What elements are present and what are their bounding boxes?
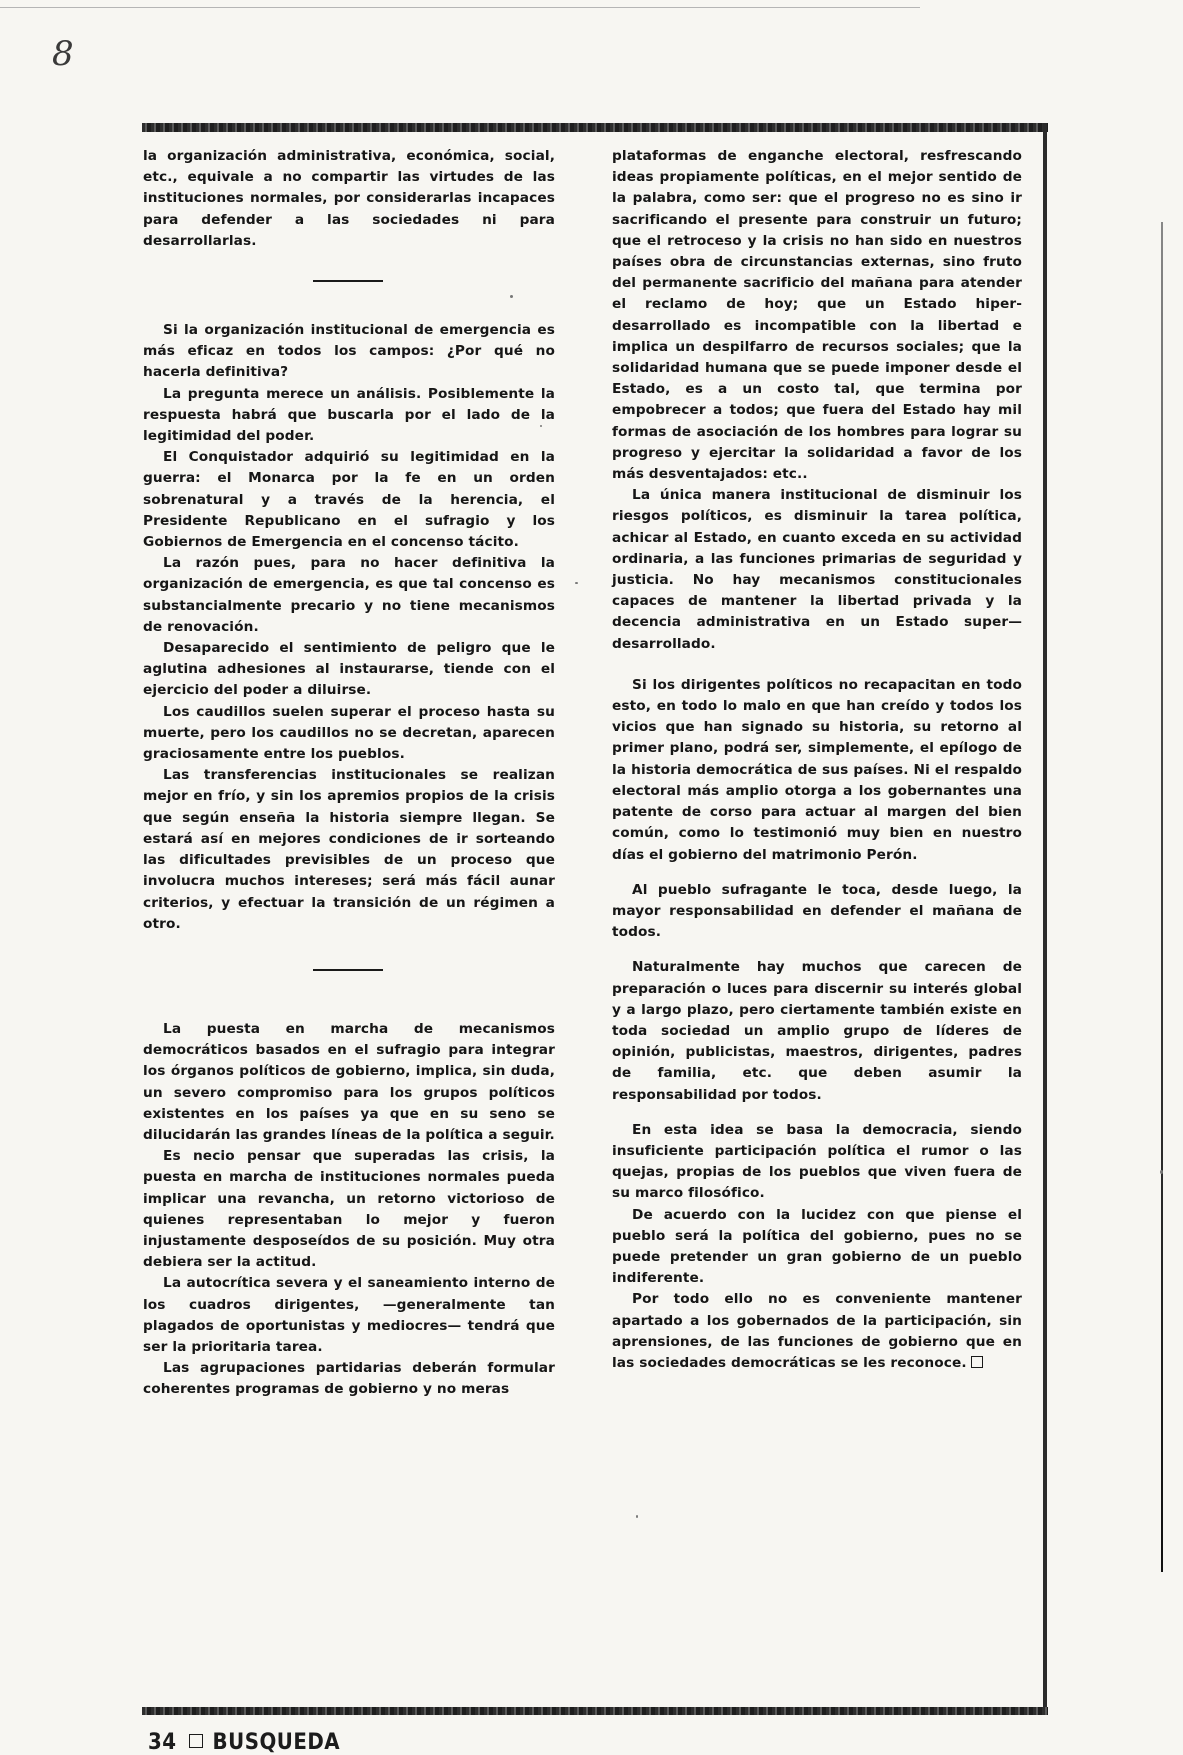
top-border-rule bbox=[142, 123, 1048, 132]
paragraph-gap bbox=[612, 866, 1022, 880]
paragraph: El Conquistador adquirió su legitimidad en la guerra: el Monarca por la fe en un orden sobrenatural y a través de la herencia, el Presidente Republicano en el sufragio y los Gobiernos de Emergencia en el concenso tácito. bbox=[143, 449, 555, 551]
bottom-border-rule bbox=[142, 1707, 1048, 1715]
paragraph: la organización administrativa, económica, social, etc., equivale a no compartir las virtudes de las instituciones normales, por considerarlas incapaces para defender a las sociedades ni para desarrollarlas. bbox=[143, 148, 555, 249]
paragraph: Al pueblo sufragante le toca, desde luego, la mayor responsabilidad en defender el mañana de todos. bbox=[612, 881, 1022, 941]
right-border-rule bbox=[1043, 123, 1047, 1713]
paragraph: Las transferencias institucionales se realizan mejor en frío, y sin los apremios propios de la crisis que según enseña la historia siempre llegan. Se estará así en mejores condiciones de ir sorteando las dificultades previsibles de un proceso que involucra muchos intereses; será más fácil aunar criterios, y efectuar la transición de un régimen a otro. bbox=[143, 767, 555, 932]
publication-name: BUSQUEDA bbox=[212, 1730, 341, 1755]
page-footer bbox=[148, 1730, 340, 1755]
section-divider bbox=[313, 969, 383, 971]
left-column bbox=[143, 146, 555, 1401]
paragraph-gap bbox=[612, 655, 1022, 675]
paragraph: Si la organización institucional de emergencia es más eficaz en todos los campos: ¿Por qué no hacerla definitiva? bbox=[143, 322, 555, 381]
paragraph: Es necio pensar que superadas las crisis, la puesta en marcha de instituciones normales pueda implicar una revancha, un retorno victorioso de quienes representaban lo mejor y fueron injustamente desposeídos de su posición. Muy otra debiera ser la actitud. bbox=[143, 1148, 555, 1271]
footer-box-icon bbox=[189, 1734, 203, 1748]
closing-paragraph bbox=[612, 1289, 1022, 1374]
paragraph-gap bbox=[612, 1106, 1022, 1120]
section-divider bbox=[313, 280, 383, 282]
scan-speck bbox=[575, 582, 578, 584]
paragraph: En esta idea se basa la democracia, siendo insuficiente participación política el rumor o las quejas, propias de los pueblos que viven fuera de su marco filosófico. bbox=[612, 1121, 1022, 1202]
paragraph: Desaparecido el sentimiento de peligro que le aglutina adhesiones al instaurarse, tiende con el ejercicio del poder a diluirse. bbox=[143, 640, 555, 699]
paragraph: De acuerdo con la lucidez con que piense el pueblo será la política del gobierno, pues no se puede pretender un gran gobierno de un pueblo indiferente. bbox=[612, 1206, 1022, 1287]
paragraph: La autocrítica severa y el saneamiento interno de los cuadros dirigentes, —generalmente tan plagados de oportunistas y mediocres— tendrá que ser la prioritaria tarea. bbox=[143, 1275, 555, 1355]
page-edge-shadow bbox=[1161, 222, 1163, 1572]
paragraph: La pregunta merece un análisis. Posiblemente la respuesta habrá que buscarla por el lado de la legitimidad del poder. bbox=[143, 385, 555, 445]
closing-text: Por todo ello no es conveniente mantener apartado a los gobernados de la participación, sin aprensiones, de las funciones de gobierno que en las sociedades democráticas se les reconoce. bbox=[612, 1291, 1022, 1371]
paragraph: Si los dirigentes políticos no recapacitan en todo esto, en todo lo malo en que han creído y todos los vicios que han signado su historia, su retorno al primer plano, podrá ser, simplemente, el epílogo de la historia democrática de sus países. Ni el respaldo electoral más amplio otorga a los gobernantes una patente de corso para actuar al margen del bien común, como lo testimonió muy bien en nuestro días el gobierno del matrimonio Perón. bbox=[612, 676, 1022, 863]
handwritten-page-mark: 8 bbox=[52, 34, 74, 74]
paragraph-gap bbox=[612, 943, 1022, 957]
scan-speck bbox=[540, 425, 542, 427]
scan-edge-line bbox=[0, 7, 920, 8]
paragraph: La única manera institucional de disminuir los riesgos políticos, es disminuir la tarea política, achicar al Estado, en cuanto exceda en su actividad ordinaria, a las funciones primarias de seguridad y justicia. No hay mecanismos constitucionales capaces de mantener la libertad privada y la decencia administrativa en un Estado super—desarrollado. bbox=[612, 487, 1022, 652]
paragraph: Los caudillos suelen superar el proceso hasta su muerte, pero los caudillos no se decretan, aparecen graciosamente entre los pueblos. bbox=[143, 703, 555, 763]
scan-speck bbox=[510, 295, 513, 298]
paragraph: La puesta en marcha de mecanismos democráticos basados en el sufragio para integrar los órganos políticos de gobierno, implica, sin duda, un severo compromiso para los grupos políticos existentes en los países ya que en su seno se dilucidarán las grandes líneas de la política a seguir. bbox=[143, 1020, 555, 1143]
end-mark-icon bbox=[971, 1356, 983, 1368]
right-column bbox=[612, 146, 1022, 1374]
paragraph: Naturalmente hay muchos que carecen de preparación o luces para discernir su interés global y a largo plazo, pero ciertamente también existe en toda sociedad un amplio grupo de líderes de opinión, publicistas, maestros, dirigentes, padres de familia, etc. que deben asumir la responsabilidad por todos. bbox=[612, 959, 1022, 1103]
paragraph: Las agrupaciones partidarias deberán formular coherentes programas de gobierno y no meras bbox=[143, 1360, 555, 1398]
paragraph: La razón pues, para no hacer definitiva la organización de emergencia, es que tal concenso es substancialmente precario y no tiene mecanismos de renovación. bbox=[143, 555, 555, 635]
paragraph: plataformas de enganche electoral, resfrescando ideas propiamente políticas, en el mejor sentido de la palabra, como ser: que el progreso no es sino ir sacrificando el presente para construir un futuro; que el retroceso y la crisis no han sido en nuestros países obra de circunstancias externas, sino fruto del permanente sacrificio del mañana para atender el reclamo de hoy; que un Estado hiper-desarrollado es incompatible con la libertad e implica un despilfarro de recursos sociales; que la solidaridad humana que se puede imponer desde el Estado, es a un costo tal, que termina por empobrecer a todos; que fuera del Estado hay mil formas de asociación de los hombres para lograr su progreso y ejercitar la solidaridad a favor de los más desventajados: etc.. bbox=[612, 148, 1022, 483]
scan-speck bbox=[636, 1515, 638, 1518]
scan-speck bbox=[1160, 1170, 1163, 1174]
page-number: 34 bbox=[148, 1730, 177, 1755]
